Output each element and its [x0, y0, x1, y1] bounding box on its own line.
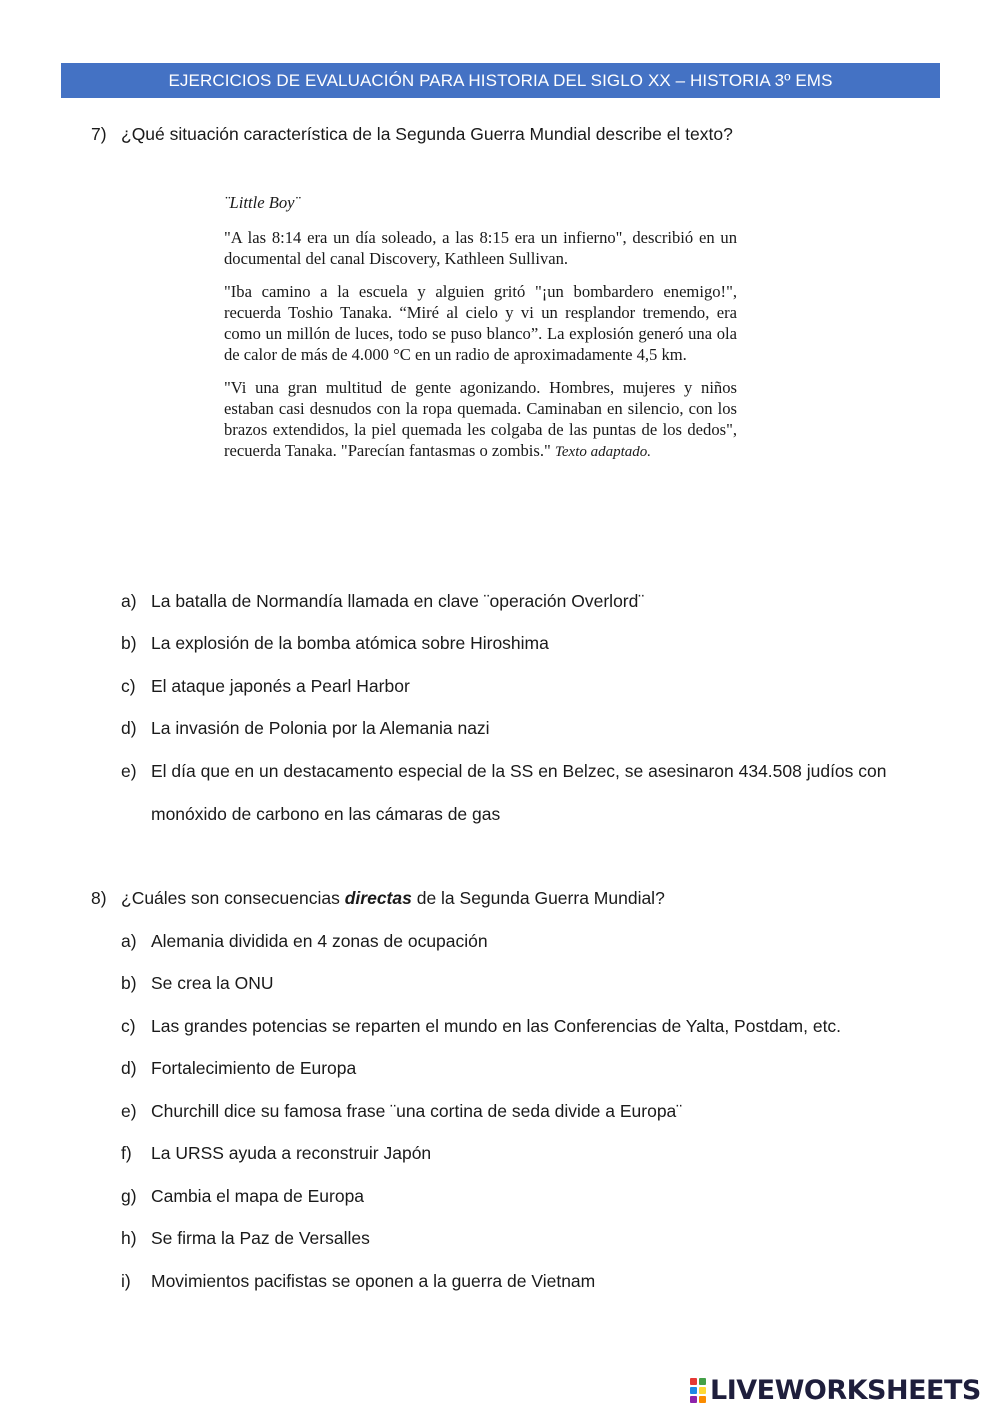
logo-square — [690, 1387, 697, 1394]
option-text: La invasión de Polonia por la Alemania nazi — [151, 718, 490, 738]
passage-source: Texto adaptado. — [554, 444, 652, 460]
option-text: El día que en un destacamento especial de la SS en Belzec, se asesinaron 434.508 judíos con monóxido de carbono en las cámaras de gas — [151, 761, 887, 824]
option-letter: b) — [121, 633, 137, 653]
q8-option-b[interactable] — [121, 973, 941, 994]
q7-option-e[interactable] — [121, 761, 941, 836]
question-text: ¿Qué situación característica de la Segunda Guerra Mundial describe el texto? — [121, 124, 733, 144]
liveworksheets-logo — [690, 1374, 981, 1406]
option-letter: e) — [121, 1101, 137, 1121]
option-letter: e) — [121, 761, 137, 781]
logo-mark-icon — [690, 1378, 706, 1403]
logo-square — [690, 1378, 697, 1385]
option-letter: a) — [121, 591, 137, 611]
passage-paragraph-3 — [224, 377, 737, 463]
passage-paragraph-2: "Iba camino a la escuela y alguien gritó "¡un bombardero enemigo!", recuerda Toshio Tanaka. “Miré al cielo y vi un resplandor tremendo, era como un millón de luces, todo se puso blanco”. La explosión generó una ola de calor de más de 4.000 °C en un radio de aproximadamente 4,5 km. — [224, 282, 737, 364]
q8-option-g[interactable] — [121, 1186, 941, 1207]
logo-square — [690, 1396, 697, 1403]
question-7 — [91, 124, 733, 145]
page-header — [61, 63, 940, 98]
passage-title: ¨Little Boy¨ — [224, 193, 301, 212]
logo-square — [699, 1387, 706, 1394]
question-emphasis: directas — [344, 888, 412, 908]
logo-square — [699, 1396, 706, 1403]
q8-option-e[interactable] — [121, 1101, 941, 1122]
question-text-start: ¿Cuáles son consecuencias — [121, 888, 345, 908]
question-text-end: de la Segunda Guerra Mundial? — [411, 888, 665, 908]
option-text: La URSS ayuda a reconstruir Japón — [151, 1143, 432, 1163]
option-text: El ataque japonés a Pearl Harbor — [151, 676, 410, 696]
q8-option-d[interactable] — [121, 1058, 941, 1079]
option-letter: c) — [121, 676, 136, 696]
option-text: Alemania dividida en 4 zonas de ocupación — [151, 931, 488, 951]
option-text: Se crea la ONU — [151, 973, 274, 993]
option-letter: i) — [121, 1271, 131, 1291]
question-number: 7) — [91, 124, 107, 144]
option-text: Fortalecimiento de Europa — [151, 1058, 357, 1078]
q7-option-b[interactable] — [121, 633, 941, 654]
q8-option-i[interactable] — [121, 1271, 941, 1292]
option-text: La explosión de la bomba atómica sobre Hiroshima — [151, 633, 549, 653]
q8-option-a[interactable] — [121, 931, 941, 952]
option-text: Movimientos pacifistas se oponen a la guerra de Vietnam — [151, 1271, 596, 1291]
q7-option-d[interactable] — [121, 718, 941, 739]
option-letter: c) — [121, 1016, 136, 1036]
q7-option-a[interactable] — [121, 591, 941, 612]
option-letter: h) — [121, 1228, 137, 1248]
question-8 — [91, 888, 665, 909]
q7-option-c[interactable] — [121, 676, 941, 697]
option-letter: a) — [121, 931, 137, 951]
question-text — [121, 888, 665, 909]
option-text: La batalla de Normandía llamada en clave ¨operación Overlord¨ — [151, 591, 645, 611]
option-letter: d) — [121, 718, 137, 738]
option-text: Cambia el mapa de Europa — [151, 1186, 365, 1206]
question-number: 8) — [91, 888, 107, 908]
q8-option-c[interactable] — [121, 1016, 941, 1037]
option-letter: b) — [121, 973, 137, 993]
header-title: EJERCICIOS DE EVALUACIÓN PARA HISTORIA DEL SIGLO XX – HISTORIA 3º EMS — [168, 70, 833, 90]
quoted-passage — [224, 192, 737, 475]
q8-option-h[interactable] — [121, 1228, 941, 1249]
option-letter: f) — [121, 1143, 132, 1163]
logo-square — [699, 1378, 706, 1385]
option-text: Se firma la Paz de Versalles — [151, 1228, 370, 1248]
option-letter: d) — [121, 1058, 137, 1078]
q8-option-f[interactable] — [121, 1143, 941, 1164]
option-letter: g) — [121, 1186, 137, 1206]
option-text: Las grandes potencias se reparten el mundo en las Conferencias de Yalta, Postdam, etc. — [151, 1016, 842, 1036]
logo-wordmark: LIVEWORKSHEETS — [710, 1374, 981, 1406]
passage-paragraph-3-text: "Vi una gran multitud de gente agonizando. Hombres, mujeres y niños estaban casi desnudos con la ropa quemada. Caminaban en silencio, con los brazos extendidos, la piel quemada les colgaba de las puntas de los dedos", recuerda Tanaka. "Parecían fantasmas o zombis." — [224, 378, 737, 460]
passage-paragraph-1: "A las 8:14 era un día soleado, a las 8:15 era un infierno", describió en un documental del canal Discovery, Kathleen Sullivan. — [224, 228, 737, 268]
option-text: Churchill dice su famosa frase ¨una cortina de seda divide a Europa¨ — [151, 1101, 683, 1121]
